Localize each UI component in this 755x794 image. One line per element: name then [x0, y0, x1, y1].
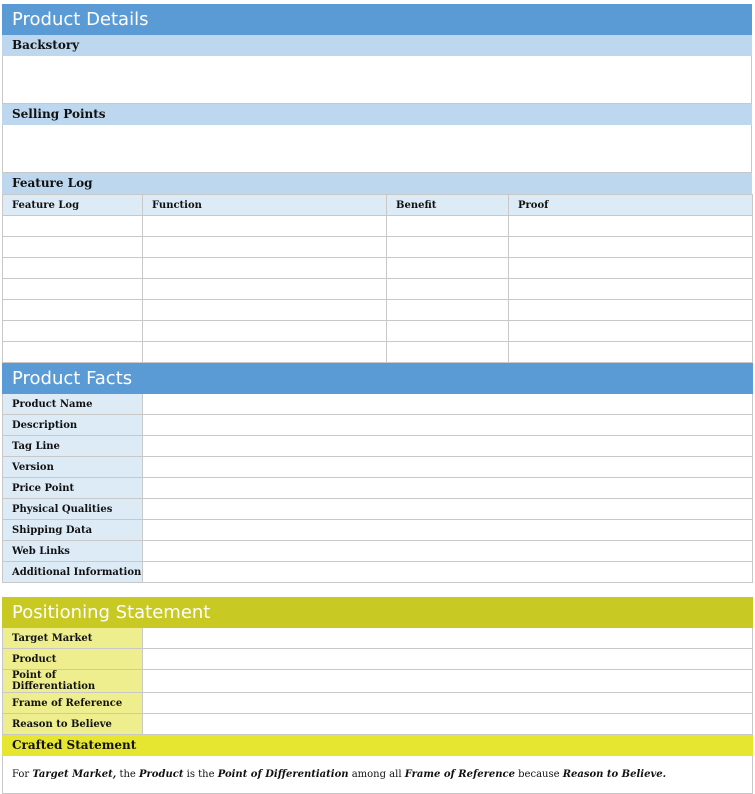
statement-text-1: For: [12, 769, 33, 780]
field-row-product: [3, 649, 753, 670]
field-label-additional-information: Additional Information: [3, 562, 143, 583]
feature-log-cell-proof[interactable]: [509, 279, 753, 300]
product-details-section: [2, 4, 752, 194]
column-header-proof: Proof: [509, 195, 753, 216]
section-spacer: [2, 583, 752, 597]
feature-log-header-row: [3, 195, 753, 216]
field-label-version: Version: [3, 457, 143, 478]
feature-log-cell-proof[interactable]: [509, 300, 753, 321]
selling-points-field[interactable]: [3, 125, 752, 173]
feature-log-cell-benefit[interactable]: [387, 342, 509, 363]
positioning-title: Positioning Statement: [3, 598, 753, 628]
field-label-physical-qualities: Physical Qualities: [3, 499, 143, 520]
field-value-physical-qualities[interactable]: [143, 499, 753, 520]
selling-points-label: Selling Points: [3, 104, 752, 125]
product-facts-title: Product Facts: [3, 364, 753, 394]
feature-log-cell-function[interactable]: [143, 237, 387, 258]
statement-text-4: among all: [348, 769, 405, 780]
field-row-shipping-data: [3, 520, 753, 541]
feature-log-row: [3, 279, 753, 300]
product-form: [2, 4, 752, 794]
field-row-frame-of-reference: [3, 693, 753, 714]
backstory-field[interactable]: [3, 56, 752, 104]
field-row-point-of-differentiation: [3, 670, 753, 693]
feature-log-row: [3, 342, 753, 363]
feature-log-cell-function[interactable]: [143, 300, 387, 321]
feature-log-cell-benefit[interactable]: [387, 279, 509, 300]
column-header-function: Function: [143, 195, 387, 216]
field-row-tag-line: [3, 436, 753, 457]
crafted-statement-text[interactable]: [3, 756, 753, 794]
product-facts-rows: [3, 394, 753, 583]
feature-log-row: [3, 300, 753, 321]
feature-log-cell-feature[interactable]: [3, 216, 143, 237]
field-value-price-point[interactable]: [143, 478, 753, 499]
feature-log-row: [3, 237, 753, 258]
product-facts-section: [2, 363, 753, 583]
backstory-label: Backstory: [3, 35, 752, 56]
feature-log-cell-benefit[interactable]: [387, 237, 509, 258]
statement-text-3: is the: [183, 769, 218, 780]
field-label-web-links: Web Links: [3, 541, 143, 562]
statement-product: Product: [139, 769, 184, 780]
feature-log-cell-function[interactable]: [143, 321, 387, 342]
feature-log-cell-feature[interactable]: [3, 342, 143, 363]
field-row-web-links: [3, 541, 753, 562]
feature-log-cell-feature[interactable]: [3, 321, 143, 342]
feature-log-cell-function[interactable]: [143, 342, 387, 363]
field-label-product-name: Product Name: [3, 394, 143, 415]
field-value-frame-of-reference[interactable]: [143, 693, 753, 714]
field-row-target-market: [3, 628, 753, 649]
field-value-tag-line[interactable]: [143, 436, 753, 457]
field-row-description: [3, 415, 753, 436]
positioning-rows: [3, 628, 753, 735]
feature-log-row: [3, 258, 753, 279]
statement-reason-to-believe: Reason to Believe.: [562, 769, 667, 780]
field-label-reason-to-believe: Reason to Believe: [3, 714, 143, 735]
field-value-description[interactable]: [143, 415, 753, 436]
field-label-tag-line: Tag Line: [3, 436, 143, 457]
feature-log-cell-proof[interactable]: [509, 342, 753, 363]
field-label-price-point: Price Point: [3, 478, 143, 499]
field-value-reason-to-believe[interactable]: [143, 714, 753, 735]
field-row-price-point: [3, 478, 753, 499]
field-label-shipping-data: Shipping Data: [3, 520, 143, 541]
column-header-benefit: Benefit: [387, 195, 509, 216]
feature-log-cell-benefit[interactable]: [387, 216, 509, 237]
statement-frame-of-reference: Frame of Reference: [404, 769, 515, 780]
field-value-product[interactable]: [143, 649, 753, 670]
feature-log-cell-feature[interactable]: [3, 258, 143, 279]
feature-log-cell-benefit[interactable]: [387, 300, 509, 321]
field-row-product-name: [3, 394, 753, 415]
feature-log-cell-function[interactable]: [143, 258, 387, 279]
feature-log-label: Feature Log: [3, 173, 752, 194]
feature-log-cell-function[interactable]: [143, 216, 387, 237]
field-label-frame-of-reference: Frame of Reference: [3, 693, 143, 714]
field-value-product-name[interactable]: [143, 394, 753, 415]
field-value-version[interactable]: [143, 457, 753, 478]
feature-log-cell-proof[interactable]: [509, 321, 753, 342]
field-label-point-of-differentiation: Point of Differentiation: [3, 670, 143, 693]
column-header-feature-log: Feature Log: [3, 195, 143, 216]
feature-log-cell-benefit[interactable]: [387, 321, 509, 342]
positioning-section: [2, 597, 753, 794]
feature-log-table: [2, 194, 753, 363]
feature-log-row: [3, 321, 753, 342]
field-value-additional-information[interactable]: [143, 562, 753, 583]
feature-log-cell-benefit[interactable]: [387, 258, 509, 279]
feature-log-cell-feature[interactable]: [3, 279, 143, 300]
feature-log-cell-feature[interactable]: [3, 237, 143, 258]
field-value-point-of-differentiation[interactable]: [143, 670, 753, 693]
field-label-description: Description: [3, 415, 143, 436]
product-details-title: Product Details: [3, 5, 752, 35]
feature-log-cell-proof[interactable]: [509, 258, 753, 279]
statement-target-market: Target Market,: [32, 769, 117, 780]
statement-point-of-differentiation: Point of Differentiation: [217, 769, 349, 780]
field-value-shipping-data[interactable]: [143, 520, 753, 541]
field-row-version: [3, 457, 753, 478]
statement-text-2: the: [116, 769, 140, 780]
statement-text-5: because: [514, 769, 563, 780]
field-value-web-links[interactable]: [143, 541, 753, 562]
feature-log-cell-proof[interactable]: [509, 216, 753, 237]
field-row-physical-qualities: [3, 499, 753, 520]
field-label-target-market: Target Market: [3, 628, 143, 649]
crafted-statement-label: Crafted Statement: [3, 735, 753, 756]
feature-log-row: [3, 216, 753, 237]
feature-log-cell-function[interactable]: [143, 279, 387, 300]
feature-log-cell-proof[interactable]: [509, 237, 753, 258]
field-label-product: Product: [3, 649, 143, 670]
field-row-reason-to-believe: [3, 714, 753, 735]
field-value-target-market[interactable]: [143, 628, 753, 649]
field-row-additional-information: [3, 562, 753, 583]
feature-log-rows: [3, 216, 753, 363]
feature-log-cell-feature[interactable]: [3, 300, 143, 321]
